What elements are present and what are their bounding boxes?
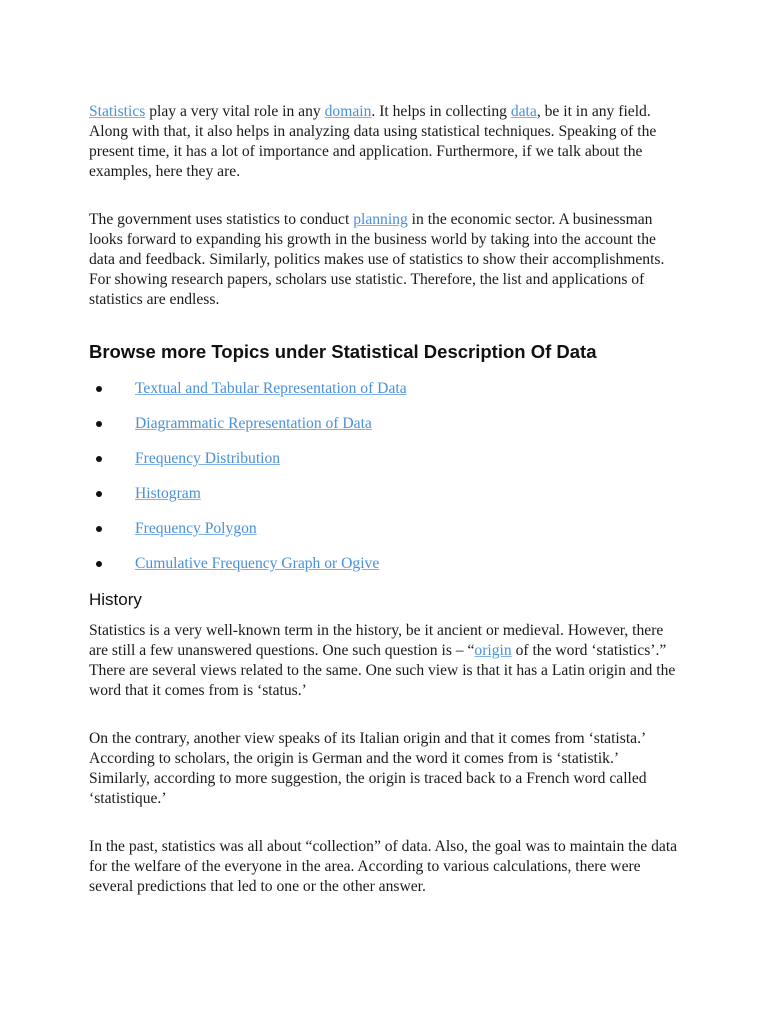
bullet-icon [96, 526, 102, 532]
history-paragraph-3: In the past, statistics was all about “collection” of data. Also, the goal was to maintain the data for the welfare of the everyone in the area. According to various calculations, there were several predictions that led to one or the other answer. [89, 838, 678, 895]
bullet-icon [96, 456, 102, 462]
link-domain[interactable]: domain [324, 103, 372, 120]
link-data[interactable]: data [510, 103, 537, 120]
intro-p1-text-2: . It helps in collecting [371, 103, 511, 120]
bullet-icon [96, 421, 102, 427]
topics-list [89, 379, 679, 589]
history-paragraph-1 [89, 621, 679, 701]
intro-p1-text-3: , be it in any field. Along with that, it also helps in analyzing data using statistical techniques. Speaking of the present time, it has a lot of importance and application. Furthermore, if we talk about the examples, here they are. [89, 103, 657, 180]
bullet-icon [96, 561, 102, 567]
history-p1-text-1: Statistics is a very well-known term in the history, be it ancient or medieval. However, there are still a few unanswered questions. One such question is – “ [89, 622, 664, 659]
list-item [89, 449, 679, 484]
document-body [89, 102, 679, 897]
list-item [89, 379, 679, 414]
link-statistics[interactable]: Statistics [89, 103, 146, 120]
intro-p1-text-1: play a very vital role in any [145, 103, 325, 120]
intro-paragraph-1 [89, 102, 679, 182]
intro-p2-text-2: in the economic sector. A businessman looks forward to expanding his growth in the business world by taking into the account the data and feedback. Similarly, politics makes use of statistics to show their accomplishments. For showing research papers, scholars use statistic. Therefore, the list and applications of statistics are endless. [89, 211, 665, 308]
bullet-icon [96, 491, 102, 497]
list-item [89, 519, 679, 554]
list-item [89, 484, 679, 519]
history-p1-text-2: of the word ‘statistics’.” There are several views related to the same. One such view is that it has a Latin origin and the word that it comes from is ‘status.’ [89, 642, 676, 699]
bullet-icon [96, 386, 102, 392]
list-item [89, 554, 679, 589]
topic-link-histogram[interactable]: Histogram [135, 485, 201, 502]
topic-link-frequency-distribution[interactable]: Frequency Distribution [135, 450, 281, 467]
history-paragraph-2: On the contrary, another view speaks of its Italian origin and that it comes from ‘statista.’ According to scholars, the origin is German and the word it comes from is ‘statistik.’ Similarly, according to more suggestion, the origin is traced back to a French word called ‘statistique.’ [89, 730, 647, 807]
link-planning[interactable]: planning [353, 211, 408, 228]
topic-link-frequency-polygon[interactable]: Frequency Polygon [135, 520, 257, 537]
topic-link-diagrammatic[interactable]: Diagrammatic Representation of Data [135, 415, 372, 432]
history-heading: History [89, 590, 142, 609]
intro-p2-text-1: The government uses statistics to conduct [89, 211, 354, 228]
topic-link-textual-tabular[interactable]: Textual and Tabular Representation of Data [135, 380, 407, 397]
topic-link-ogive[interactable]: Cumulative Frequency Graph or Ogive [135, 555, 380, 572]
list-item [89, 414, 679, 449]
link-origin[interactable]: origin [474, 642, 512, 659]
intro-paragraph-2 [89, 210, 679, 310]
browse-topics-heading: Browse more Topics under Statistical Description Of Data [89, 341, 597, 362]
